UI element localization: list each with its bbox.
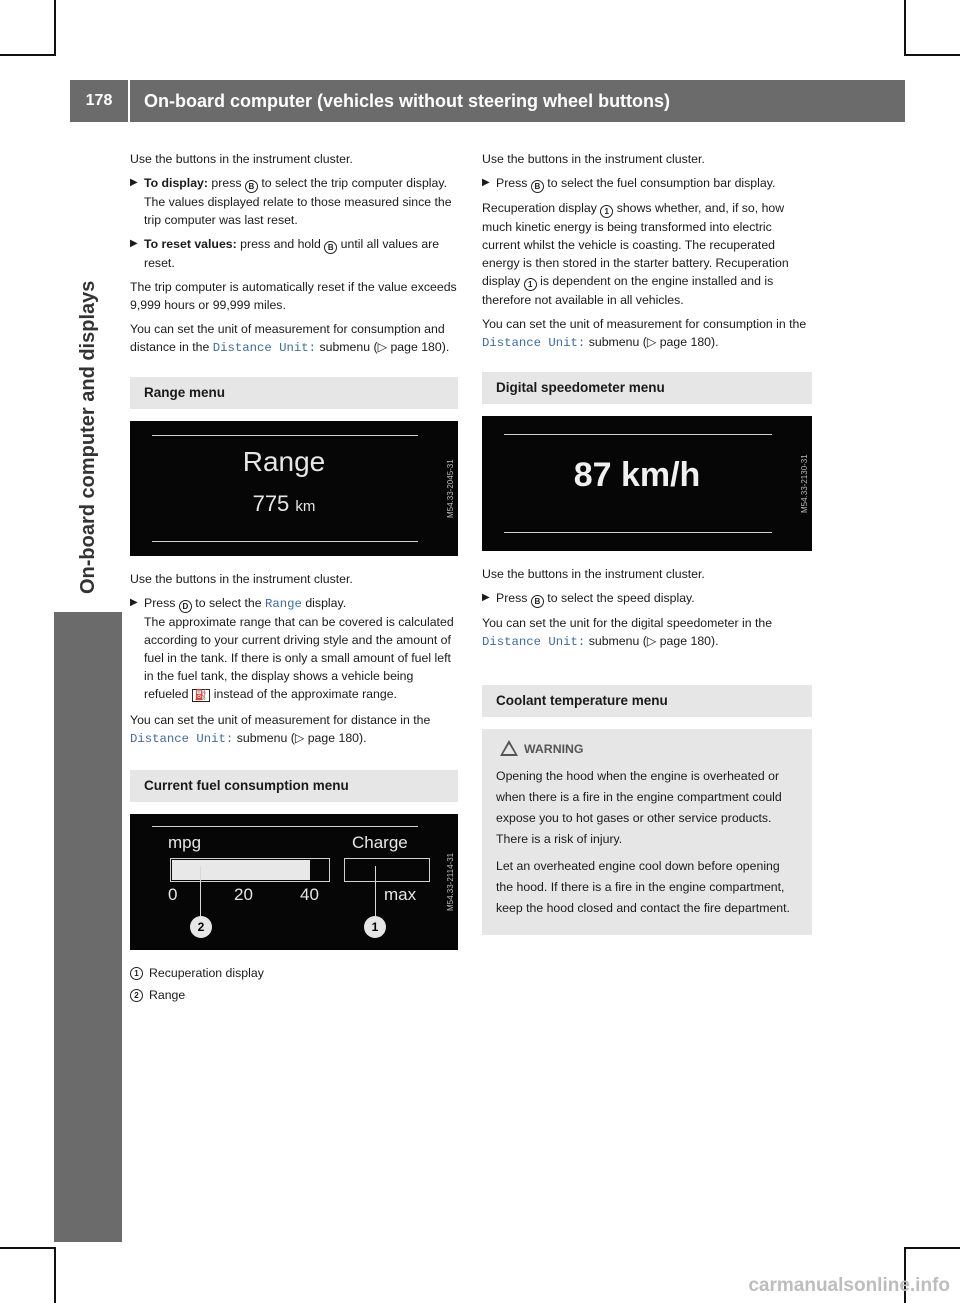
callout-1: 1 <box>364 916 386 938</box>
warning-title <box>496 739 798 760</box>
button-icon: D <box>179 600 192 613</box>
watermark: carmanualsonline.info <box>748 1275 950 1296</box>
fuel-consumption-display <box>130 814 458 950</box>
step-text: display. <box>305 596 347 610</box>
body-text <box>130 320 458 357</box>
page-reference: submenu (▷ page 180). <box>588 634 719 648</box>
body-text-part: You can set the unit of measurement for consumption in the <box>482 317 807 331</box>
legend-label: Range <box>149 988 186 1002</box>
step-note: instead of the approximate range. <box>213 687 397 701</box>
button-icon: B <box>531 595 544 608</box>
page-reference: submenu (▷ page 180). <box>319 340 450 354</box>
display-title: Range <box>242 446 326 477</box>
warning-box <box>482 729 812 935</box>
body-text <box>482 199 812 309</box>
legend-item <box>130 964 458 982</box>
step-text: Press <box>496 176 528 190</box>
callout-ref: 1 <box>524 278 537 291</box>
body-text: The trip computer is automatically reset if the value exceeds 9,999 hours or 99,999 miles. <box>130 280 457 312</box>
intro-text: Use the buttons in the instrument cluster. <box>130 572 353 586</box>
warning-label: WARNING <box>524 742 584 756</box>
step-text: until all values are reset. <box>144 237 440 270</box>
intro-text: Use the buttons in the instrument cluster. <box>482 152 705 166</box>
scale-label: 0 <box>168 885 178 904</box>
arrow-icon: ▶ <box>130 238 138 249</box>
button-icon: B <box>245 180 258 193</box>
crop-mark <box>54 0 56 56</box>
body-text <box>482 315 812 352</box>
mpg-label: mpg <box>168 833 202 852</box>
page-title: On-board computer (vehicles without steering wheel buttons) <box>130 80 905 122</box>
crop-mark <box>904 54 960 56</box>
side-tab-block <box>54 612 122 1242</box>
refuel-icon: ⛽ <box>192 689 210 702</box>
instruction-step <box>130 235 458 272</box>
callout-ref: 1 <box>600 205 613 218</box>
speedometer-display <box>482 416 812 551</box>
step-text: Press <box>496 591 528 605</box>
body-text <box>130 711 458 748</box>
arrow-icon: ▶ <box>130 597 138 608</box>
arrow-icon: ▶ <box>482 592 490 603</box>
consumption-bar-fill <box>172 860 310 880</box>
step-text: to select the speed display. <box>547 591 695 605</box>
instruction-step <box>482 589 812 608</box>
body-text-part: You can set the unit for the digital speedometer in the <box>482 616 773 630</box>
crop-mark <box>0 54 56 56</box>
menu-reference: Range <box>265 597 302 611</box>
scale-label: 40 <box>300 885 319 904</box>
scale-label: max <box>384 885 417 904</box>
scale-label: 20 <box>234 885 253 904</box>
right-column <box>482 150 812 935</box>
body-text-part: You can set the unit of measurement for consumption and distance in the <box>130 322 445 354</box>
section-side-tab: On-board computer and displays <box>77 280 99 594</box>
range-unit: km <box>295 498 316 515</box>
body-text-part: is dependent on the engine installed and is therefore not available in all vehicles. <box>482 274 774 307</box>
button-icon: B <box>531 180 544 193</box>
divider <box>152 435 418 436</box>
intro-text: Use the buttons in the instrument cluster. <box>130 152 353 166</box>
left-column <box>130 150 458 1008</box>
instruction-step <box>130 594 458 705</box>
arrow-icon: ▶ <box>130 177 138 188</box>
step-text: press and hold <box>240 237 321 251</box>
divider <box>152 826 418 827</box>
page-number: 178 <box>70 80 128 122</box>
arrow-icon: ▶ <box>482 177 490 188</box>
crop-mark <box>0 1247 56 1249</box>
callout-line <box>375 866 376 916</box>
callout-line <box>200 866 201 916</box>
divider <box>152 541 418 542</box>
menu-reference: Distance Unit: <box>482 635 586 649</box>
page-reference: submenu (▷ page 180). <box>588 335 719 349</box>
body-text-part: shows whether, and, if so, how much kinetic energy is being transformed into electric current whilst the vehicle is coasting. The recuperated energy is then stored in the starter battery. Recuperation display <box>482 201 789 288</box>
section-heading: Range menu <box>130 377 458 409</box>
callout-2: 2 <box>190 916 212 938</box>
figure-id: M54.33-2045-31 <box>446 459 455 518</box>
legend-number: 2 <box>130 989 143 1002</box>
page-reference: submenu (▷ page 180). <box>236 731 367 745</box>
step-text: to select the fuel consumption bar display. <box>547 176 776 190</box>
step-label: To display: <box>144 176 208 190</box>
step-text: to select the <box>195 596 262 610</box>
step-note: The values displayed relate to those measured since the trip computer was last reset. <box>144 195 452 227</box>
step-text: press <box>211 176 242 190</box>
body-text-part: Recuperation display <box>482 201 597 215</box>
body-text <box>482 614 812 651</box>
menu-reference: Distance Unit: <box>212 341 317 355</box>
warning-icon-inner <box>503 744 515 754</box>
charge-label: Charge <box>352 833 408 852</box>
range-display <box>130 421 458 556</box>
legend-label: Recuperation display <box>149 966 264 980</box>
button-icon: B <box>324 241 337 254</box>
instruction-step <box>482 174 812 193</box>
figure-id: M54.33-2130-31 <box>800 454 809 513</box>
crop-mark <box>54 1247 56 1303</box>
section-heading: Digital speedometer menu <box>482 372 812 404</box>
range-value: 775 <box>252 491 290 516</box>
step-text: to select the trip computer display. <box>261 176 448 190</box>
divider <box>504 532 772 533</box>
warning-text: Opening the hood when the engine is overheated or when there is a fire in the engine compartment could expose you to hot gases or other service products. There is a risk of injury. <box>496 769 782 846</box>
body-text-part: You can set the unit of measurement for distance in the <box>130 713 431 727</box>
menu-reference: Distance Unit: <box>482 336 586 350</box>
legend-item <box>130 986 458 1004</box>
crop-mark <box>904 0 906 56</box>
section-heading: Current fuel consumption menu <box>130 770 458 802</box>
section-heading: Coolant temperature menu <box>482 685 812 717</box>
crop-mark <box>904 1247 960 1249</box>
warning-text: Let an overheated engine cool down before opening the hood. If there is a fire in the engine compartment, keep the hood closed and contact the fire department. <box>496 859 790 915</box>
step-label: To reset values: <box>144 237 237 251</box>
divider <box>504 434 772 435</box>
instruction-step <box>130 174 458 229</box>
speed-value: 87 km/h <box>573 456 701 494</box>
step-note: The approximate range that can be covered is calculated according to your current driving style and the amount of fuel in the tank. If there is only a small amount of fuel left in the fuel tank, the display shows a vehicle being refueled <box>144 615 454 701</box>
intro-text: Use the buttons in the instrument cluster. <box>482 567 705 581</box>
menu-reference: Distance Unit: <box>130 732 234 746</box>
charge-bar <box>344 858 430 882</box>
legend-number: 1 <box>130 967 143 980</box>
figure-id: M54.33-2114-31 <box>446 852 455 912</box>
step-text: Press <box>144 596 176 610</box>
display-value <box>130 491 438 516</box>
